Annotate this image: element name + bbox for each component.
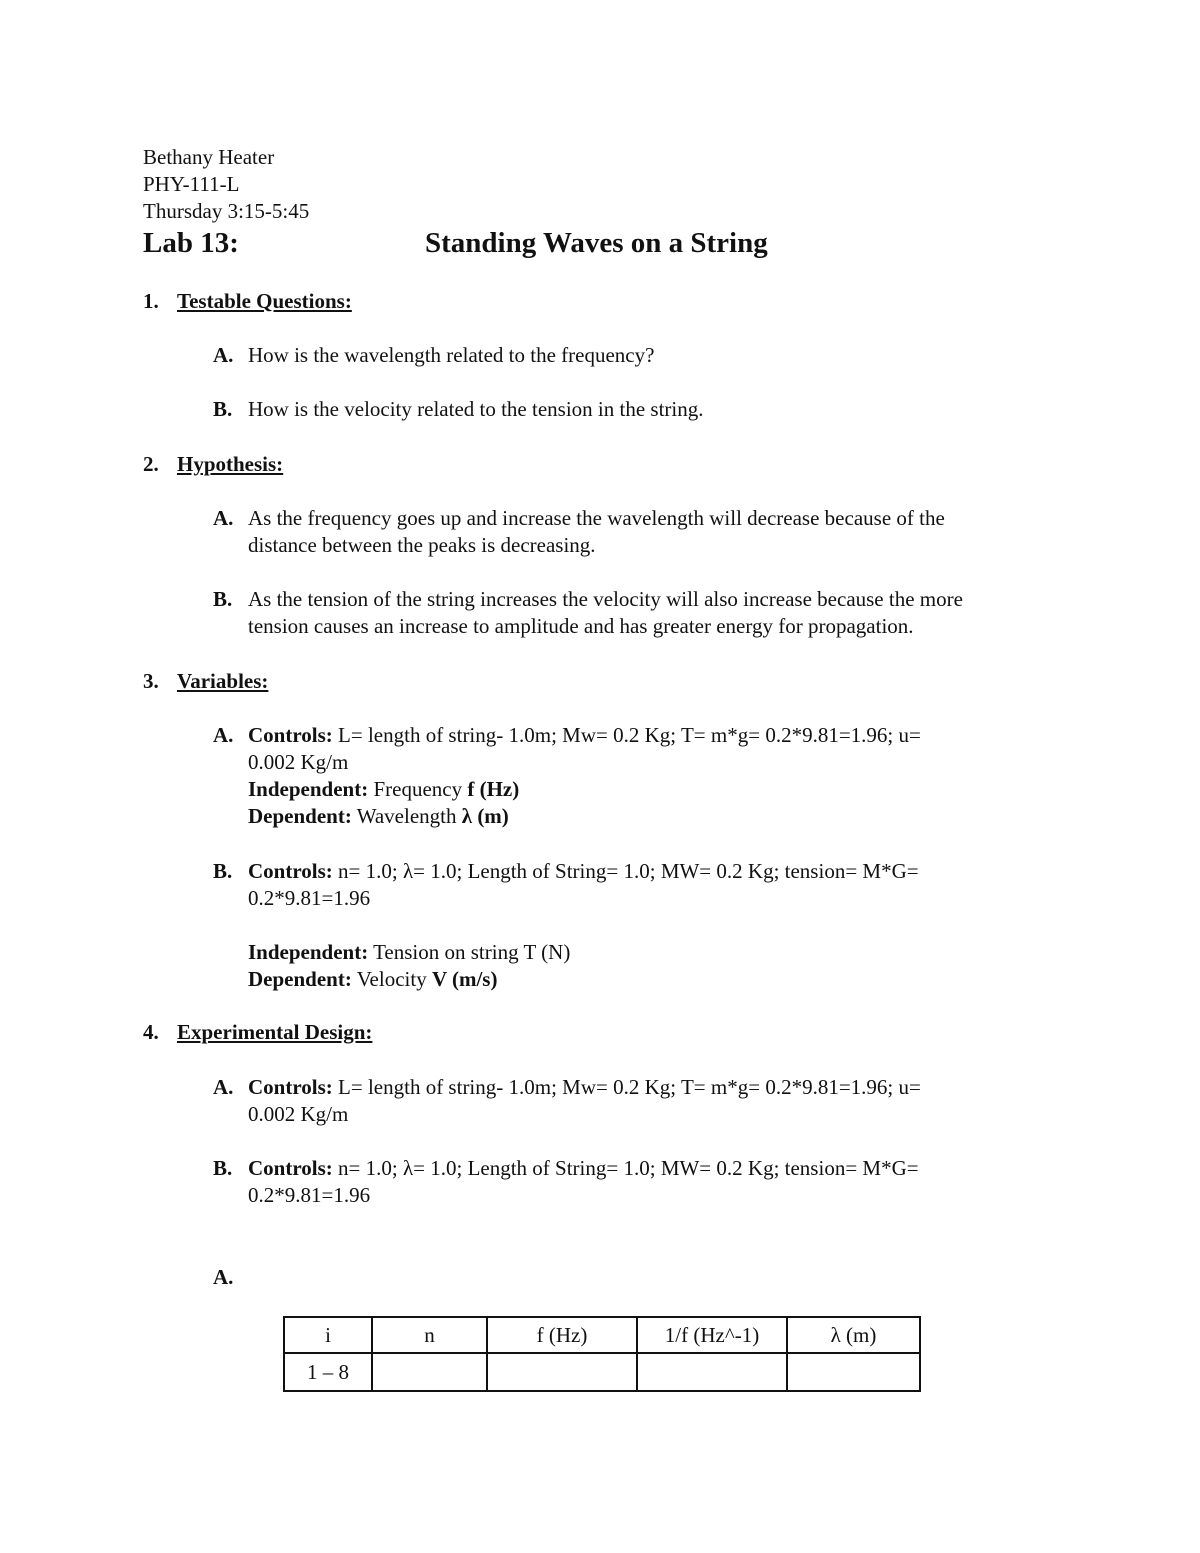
class-time: Thursday 3:15-5:45 [143,199,310,223]
hypothesis-a [213,505,1073,559]
controls-text-cont: 0.002 Kg/m [248,1102,349,1126]
controls-text-cont: 0.002 Kg/m [248,750,349,774]
dependent-label: Dependent: [248,967,352,991]
section-number: 4. [143,1020,159,1044]
item-label: A. [213,1265,234,1289]
item-label: B. [213,397,233,421]
table-cell [487,1353,637,1391]
section-hypothesis [143,451,283,478]
controls-line [248,722,1073,749]
course-code: PHY-111-L [143,172,240,196]
table-header-row [284,1317,920,1353]
item-text-line: As the frequency goes up and increase the wavelength will decrease because of the [248,506,945,530]
controls-text: n= 1.0; λ= 1.0; Length of String= 1.0; MW= 0.2 Kg; tension= M*G= [332,859,919,883]
table-header-cell: λ (m) [787,1317,920,1353]
controls-line [248,1155,1073,1182]
controls-label: Controls: [248,1075,333,1099]
independent-label: Independent: [248,940,369,964]
item-label: A. [213,343,234,367]
data-table [283,1316,921,1392]
independent-text: Tension on string T (N) [368,940,571,964]
variables-b [213,858,1073,993]
independent-unit: f (Hz) [467,777,520,801]
item-text-line: As the tension of the string increases the velocity will also increase because the more [248,587,963,611]
table-cell [637,1353,787,1391]
dependent-line [248,966,1073,993]
section-experimental-design [143,1019,372,1046]
item-label: A. [213,1075,234,1099]
dependent-text: Velocity [351,967,432,991]
table-header-cell: i [284,1317,372,1353]
table-cell [372,1353,487,1391]
table-header-cell: n [372,1317,487,1353]
hypothesis-b [213,586,1073,640]
table-cell: 1 – 8 [284,1353,372,1391]
controls-label: Controls: [248,859,333,883]
controls-text: L= length of string- 1.0m; Mw= 0.2 Kg; T= m*g= 0.2*9.81=1.96; u= [332,1075,921,1099]
independent-text: Frequency [368,777,468,801]
controls-line [248,858,1073,885]
item-text-line: distance between the peaks is decreasing. [248,533,596,557]
item-text: How is the wavelength related to the frequency? [248,343,655,367]
table-row [284,1353,920,1391]
table-cell [787,1353,920,1391]
lab-title: Standing Waves on a String [425,227,768,259]
section-number: 3. [143,669,159,693]
design-a [213,1074,1073,1128]
question-a [213,342,1073,369]
section-number: 2. [143,452,159,476]
section-testable-questions [143,288,352,315]
table-header-cell: 1/f (Hz^-1) [637,1317,787,1353]
item-text-line: tension causes an increase to amplitude and has greater energy for propagation. [248,614,914,638]
section-title: Hypothesis: [177,452,284,476]
item-label: B. [213,859,233,883]
independent-line [248,939,1073,966]
item-text: How is the velocity related to the tension in the string. [248,397,704,421]
design-b [213,1155,1073,1209]
section-title: Testable Questions: [177,289,352,313]
dependent-text: Wavelength [351,804,462,828]
controls-line [248,1074,1073,1101]
section-variables [143,668,268,695]
dependent-unit: λ (m) [461,804,509,828]
section-number: 1. [143,289,159,313]
independent-label: Independent: [248,777,369,801]
controls-text-cont: 0.2*9.81=1.96 [248,886,371,910]
dependent-unit: V (m/s) [431,967,498,991]
item-label: A. [213,506,234,530]
controls-text-cont: 0.2*9.81=1.96 [248,1183,371,1207]
variables-a [213,722,1073,830]
question-b [213,396,1073,423]
controls-label: Controls: [248,723,333,747]
section-title: Variables: [177,669,269,693]
dependent-line [248,803,1073,830]
author-name: Bethany Heater [143,145,275,169]
lab-number: Lab 13: [143,227,239,259]
item-label: A. [213,723,234,747]
controls-label: Controls: [248,1156,333,1180]
controls-text: L= length of string- 1.0m; Mw= 0.2 Kg; T= m*g= 0.2*9.81=1.96; u= [332,723,921,747]
independent-line [248,776,1073,803]
table-header-cell: f (Hz) [487,1317,637,1353]
dependent-label: Dependent: [248,804,352,828]
controls-text: n= 1.0; λ= 1.0; Length of String= 1.0; MW= 0.2 Kg; tension= M*G= [332,1156,919,1180]
section-title: Experimental Design: [177,1020,373,1044]
item-label: B. [213,1156,233,1180]
item-label: B. [213,587,233,611]
